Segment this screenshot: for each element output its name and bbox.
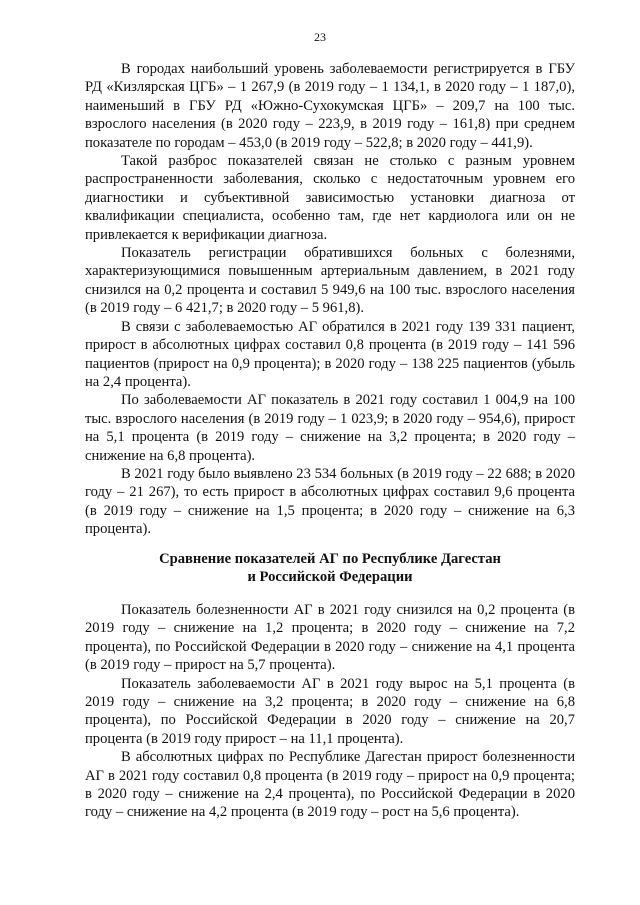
paragraph: Показатель болезненности АГ в 2021 году снизился на 0,2 процента (в 2019 году – снижение на 1,2 процента; в 2020 году – снижение на 7,2 процента), по Российской Федерации в 2020 году – снижение на 4,1 процента (в 2019 году – прирост на 5,7 процента). (85, 602, 575, 674)
paragraph: В абсолютных цифрах по Республике Дагестан прирост болезненности АГ в 2021 году составил 0,8 процента (в 2019 году – прирост на 0,9 процента; в 2020 году – снижение на 2,4 процента), по Российской Федерации в 2020 году – снижение на 4,2 процента (в 2019 году – рост на 5,6 процента). (85, 749, 575, 821)
paragraph: В 2021 году было выявлено 23 534 больных (в 2019 году – 22 688; в 2020 году – 21 267), то есть прирост в абсолютных цифрах составил 9,6 процента (в 2019 году – снижение на 1,5 процента; в 2020 году – снижение на 6,3 процента). (85, 465, 575, 538)
paragraph: Показатель заболеваемости АГ в 2021 году вырос на 5,1 процента (в 2019 году – снижение на 3,2 процента; в 2020 году – снижение на 6,8 процента), по Российской Федерации в 2020 году – снижение на 20,7 процента (в 2019 году прирост – на 11,1 процента). (85, 675, 575, 747)
body-text-block (85, 60, 575, 539)
page-number: 23 (314, 30, 326, 44)
section-heading (85, 550, 575, 587)
paragraph: Такой разброс показателей связан не столько с разным уровнем распространенности заболевания, сколько с недостаточным уровнем его диагностики и субъективной зависимостью установки диагноза от квалификации специалиста, особенно там, где нет кардиолога или он не привлекается к верификации диагноза. (85, 153, 575, 243)
paragraph: В связи с заболеваемостью АГ обратился в 2021 году 139 331 пациент, прирост в абсолютных цифрах составил 0,8 процента (в 2019 году – 141 596 пациентов (прирост на 0,9 процента); в 2020 году – 138 225 пациентов (убыль на 2,4 процента). (85, 318, 575, 390)
paragraph: В городах наибольший уровень заболеваемости регистрируется в ГБУ РД «Кизлярская ЦГБ» – 1 267,9 (в 2019 году – 1 134,1, в 2020 году – 1 187,0), наименьший в ГБУ РД «Южно-Сухокумская ЦГБ» – 209,7 на 100 тыс. взрослого населения (в 2020 году – 223,9, в 2019 году – 161,8) при среднем показателе по городам – 453,0 (в 2019 году – 522,8; в 2020 году – 441,9). (85, 61, 575, 151)
section-body-text-block (85, 601, 575, 822)
paragraph: По заболеваемости АГ показатель в 2021 году составил 1 004,9 на 100 тыс. взрослого населения (в 2019 году – 1 023,9; в 2020 году – 954,6), прирост на 5,1 процента (в 2019 году – снижение на 3,2 процента; в 2020 году – снижение на 6,8 процента). (85, 392, 575, 464)
paragraph: Показатель регистрации обратившихся больных с болезнями, характеризующимися повышенным артериальным давлением, в 2021 году снизился на 0,2 процента и составил 5 949,6 на 100 тыс. взрослого населения (в 2019 году – 6 421,7; в 2020 году – 5 961,8). (85, 245, 575, 317)
section-heading-line: и Российской Федерации (247, 569, 413, 586)
section-heading-line: Сравнение показателей АГ по Республике Дагестан (159, 551, 501, 567)
